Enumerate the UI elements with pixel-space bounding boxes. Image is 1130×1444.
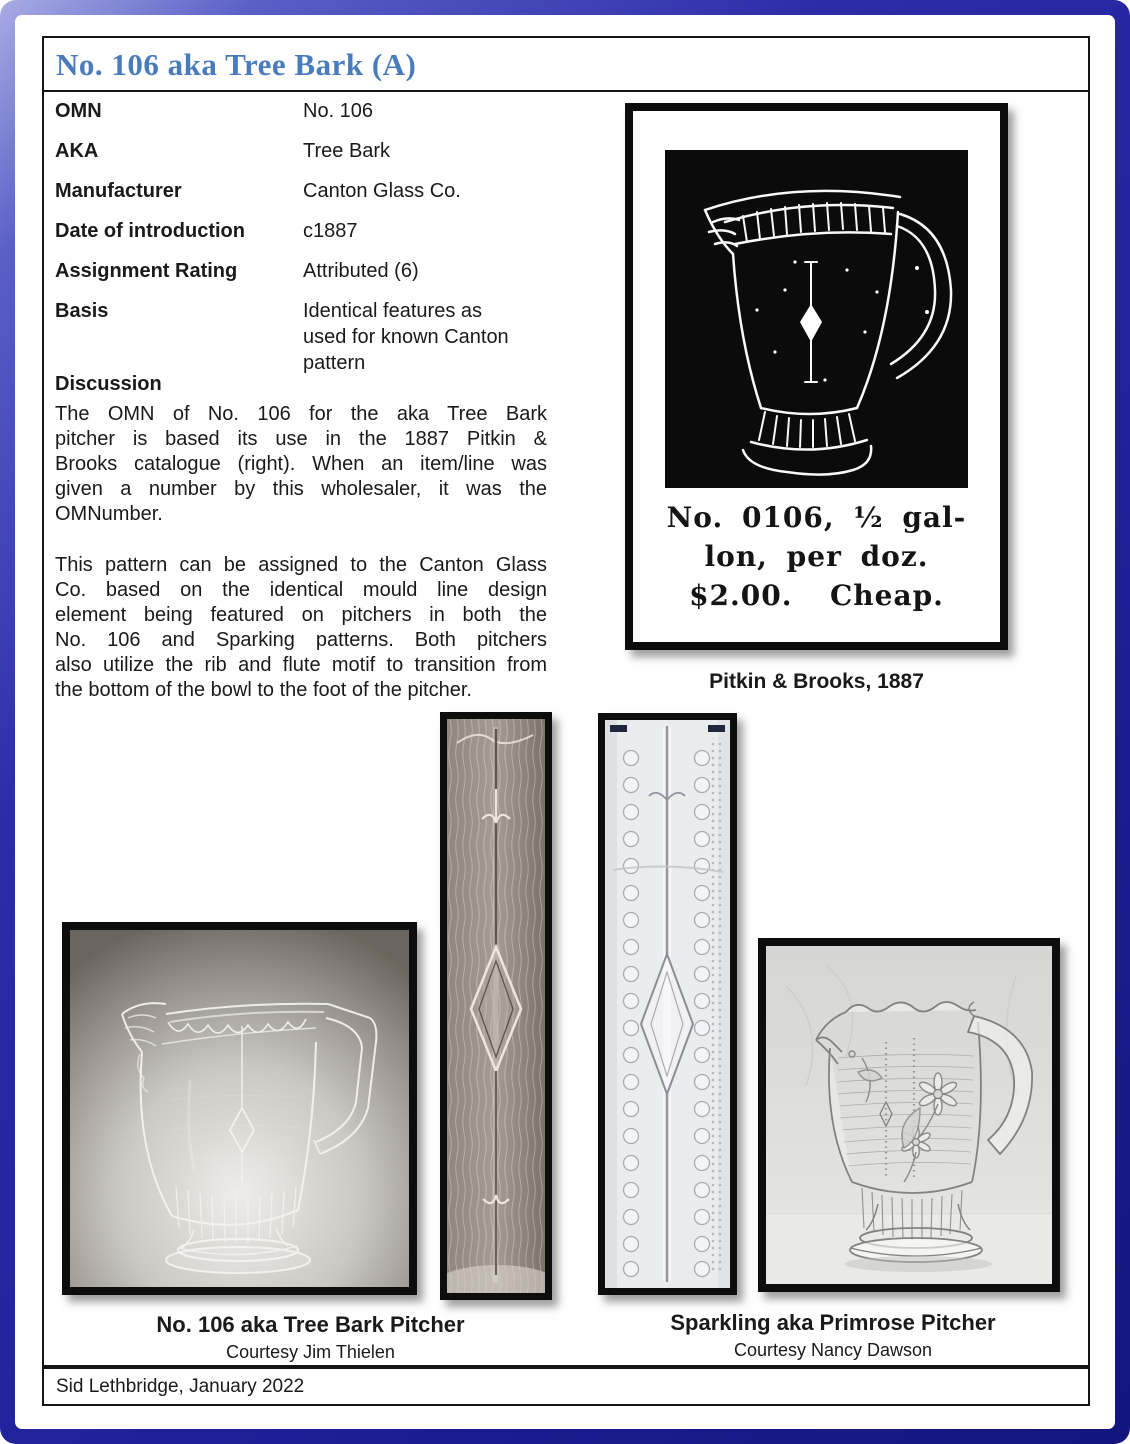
paragraph-line: The OMN of No. 106 for the aka Tree Bark [55, 403, 547, 425]
table-row [55, 138, 585, 164]
paragraph-line: Brooks catalogue (right). When an item/line was [55, 453, 547, 475]
table-row [55, 258, 585, 284]
discussion-paragraph-1 [55, 402, 547, 527]
paragraph-line: pitcher is based its use in the 1887 Pitkin & [55, 428, 547, 450]
sparkling-mould-line-detail-photo [598, 713, 737, 1295]
tree-bark-mould-line-detail-photo [440, 712, 552, 1300]
page-title: No. 106 aka Tree Bark (A) [44, 38, 1088, 92]
field-value: Canton Glass Co. [303, 180, 461, 202]
right-photo-caption [598, 1310, 1068, 1361]
paragraph-line: the bottom of the bowl to the foot of the pitcher. [55, 679, 472, 701]
field-value: Attributed (6) [303, 260, 419, 282]
left-photo-caption-title: No. 106 aka Tree Bark Pitcher [156, 1312, 465, 1337]
paragraph-line: given a number by this wholesaler, it was the [55, 478, 547, 500]
catalog-figure [625, 103, 1008, 650]
attribute-table [55, 98, 585, 390]
field-label: AKA [55, 140, 99, 162]
table-row [55, 98, 585, 124]
sparkling-pitcher-photo [758, 938, 1060, 1292]
catalog-ad-line: $2.00. Cheap. [689, 579, 944, 612]
paragraph-line: OMNumber. [55, 503, 163, 525]
table-row [55, 218, 585, 244]
catalog-ad-line: No. 0106, ½ gal- [666, 501, 967, 534]
field-label: OMN [55, 100, 102, 122]
paragraph-line: element being featured on pitchers in both the [55, 604, 547, 626]
paragraph-line: This pattern can be assigned to the Canton Glass [55, 554, 547, 576]
catalog-ad-line: lon, per doz. [704, 540, 929, 573]
left-photo-caption [62, 1312, 559, 1363]
discussion-paragraph-2 [55, 553, 547, 703]
right-photo-caption-title: Sparkling aka Primrose Pitcher [670, 1310, 996, 1335]
field-label: Manufacturer [55, 180, 182, 202]
left-photo-credit: Courtesy Jim Thielen [226, 1342, 395, 1362]
footer-text: Sid Lethbridge, January 2022 [56, 1375, 305, 1397]
paragraph-line: No. 106 and Sparking patterns. Both pitchers [55, 629, 547, 651]
right-photo-credit: Courtesy Nancy Dawson [733, 1340, 933, 1360]
field-label: Date of introduction [55, 220, 245, 242]
footer [42, 1367, 1090, 1406]
field-value: No. 106 [303, 100, 374, 122]
field-label: Assignment Rating [55, 260, 238, 282]
catalog-ad-text [633, 498, 1000, 615]
paragraph-line: Co. based on the identical mould line design [55, 579, 547, 601]
catalog-caption: Pitkin & Brooks, 1887 [709, 670, 924, 693]
catalog-engraving-pitcher-illustration [665, 150, 968, 488]
table-row [55, 178, 585, 204]
field-value: Tree Bark [303, 140, 391, 162]
tree-bark-pitcher-photo [62, 922, 417, 1295]
table-row [55, 298, 585, 376]
field-label: Basis [55, 300, 109, 322]
field-value: c1887 [303, 220, 358, 242]
discussion-heading: Discussion [55, 373, 162, 395]
field-value: Identical features as used for known Canton pattern [303, 300, 509, 374]
discussion-section [55, 372, 547, 703]
main-content-box [42, 36, 1090, 1367]
paragraph-line: also utilize the rib and flute motif to transition from [55, 654, 547, 676]
